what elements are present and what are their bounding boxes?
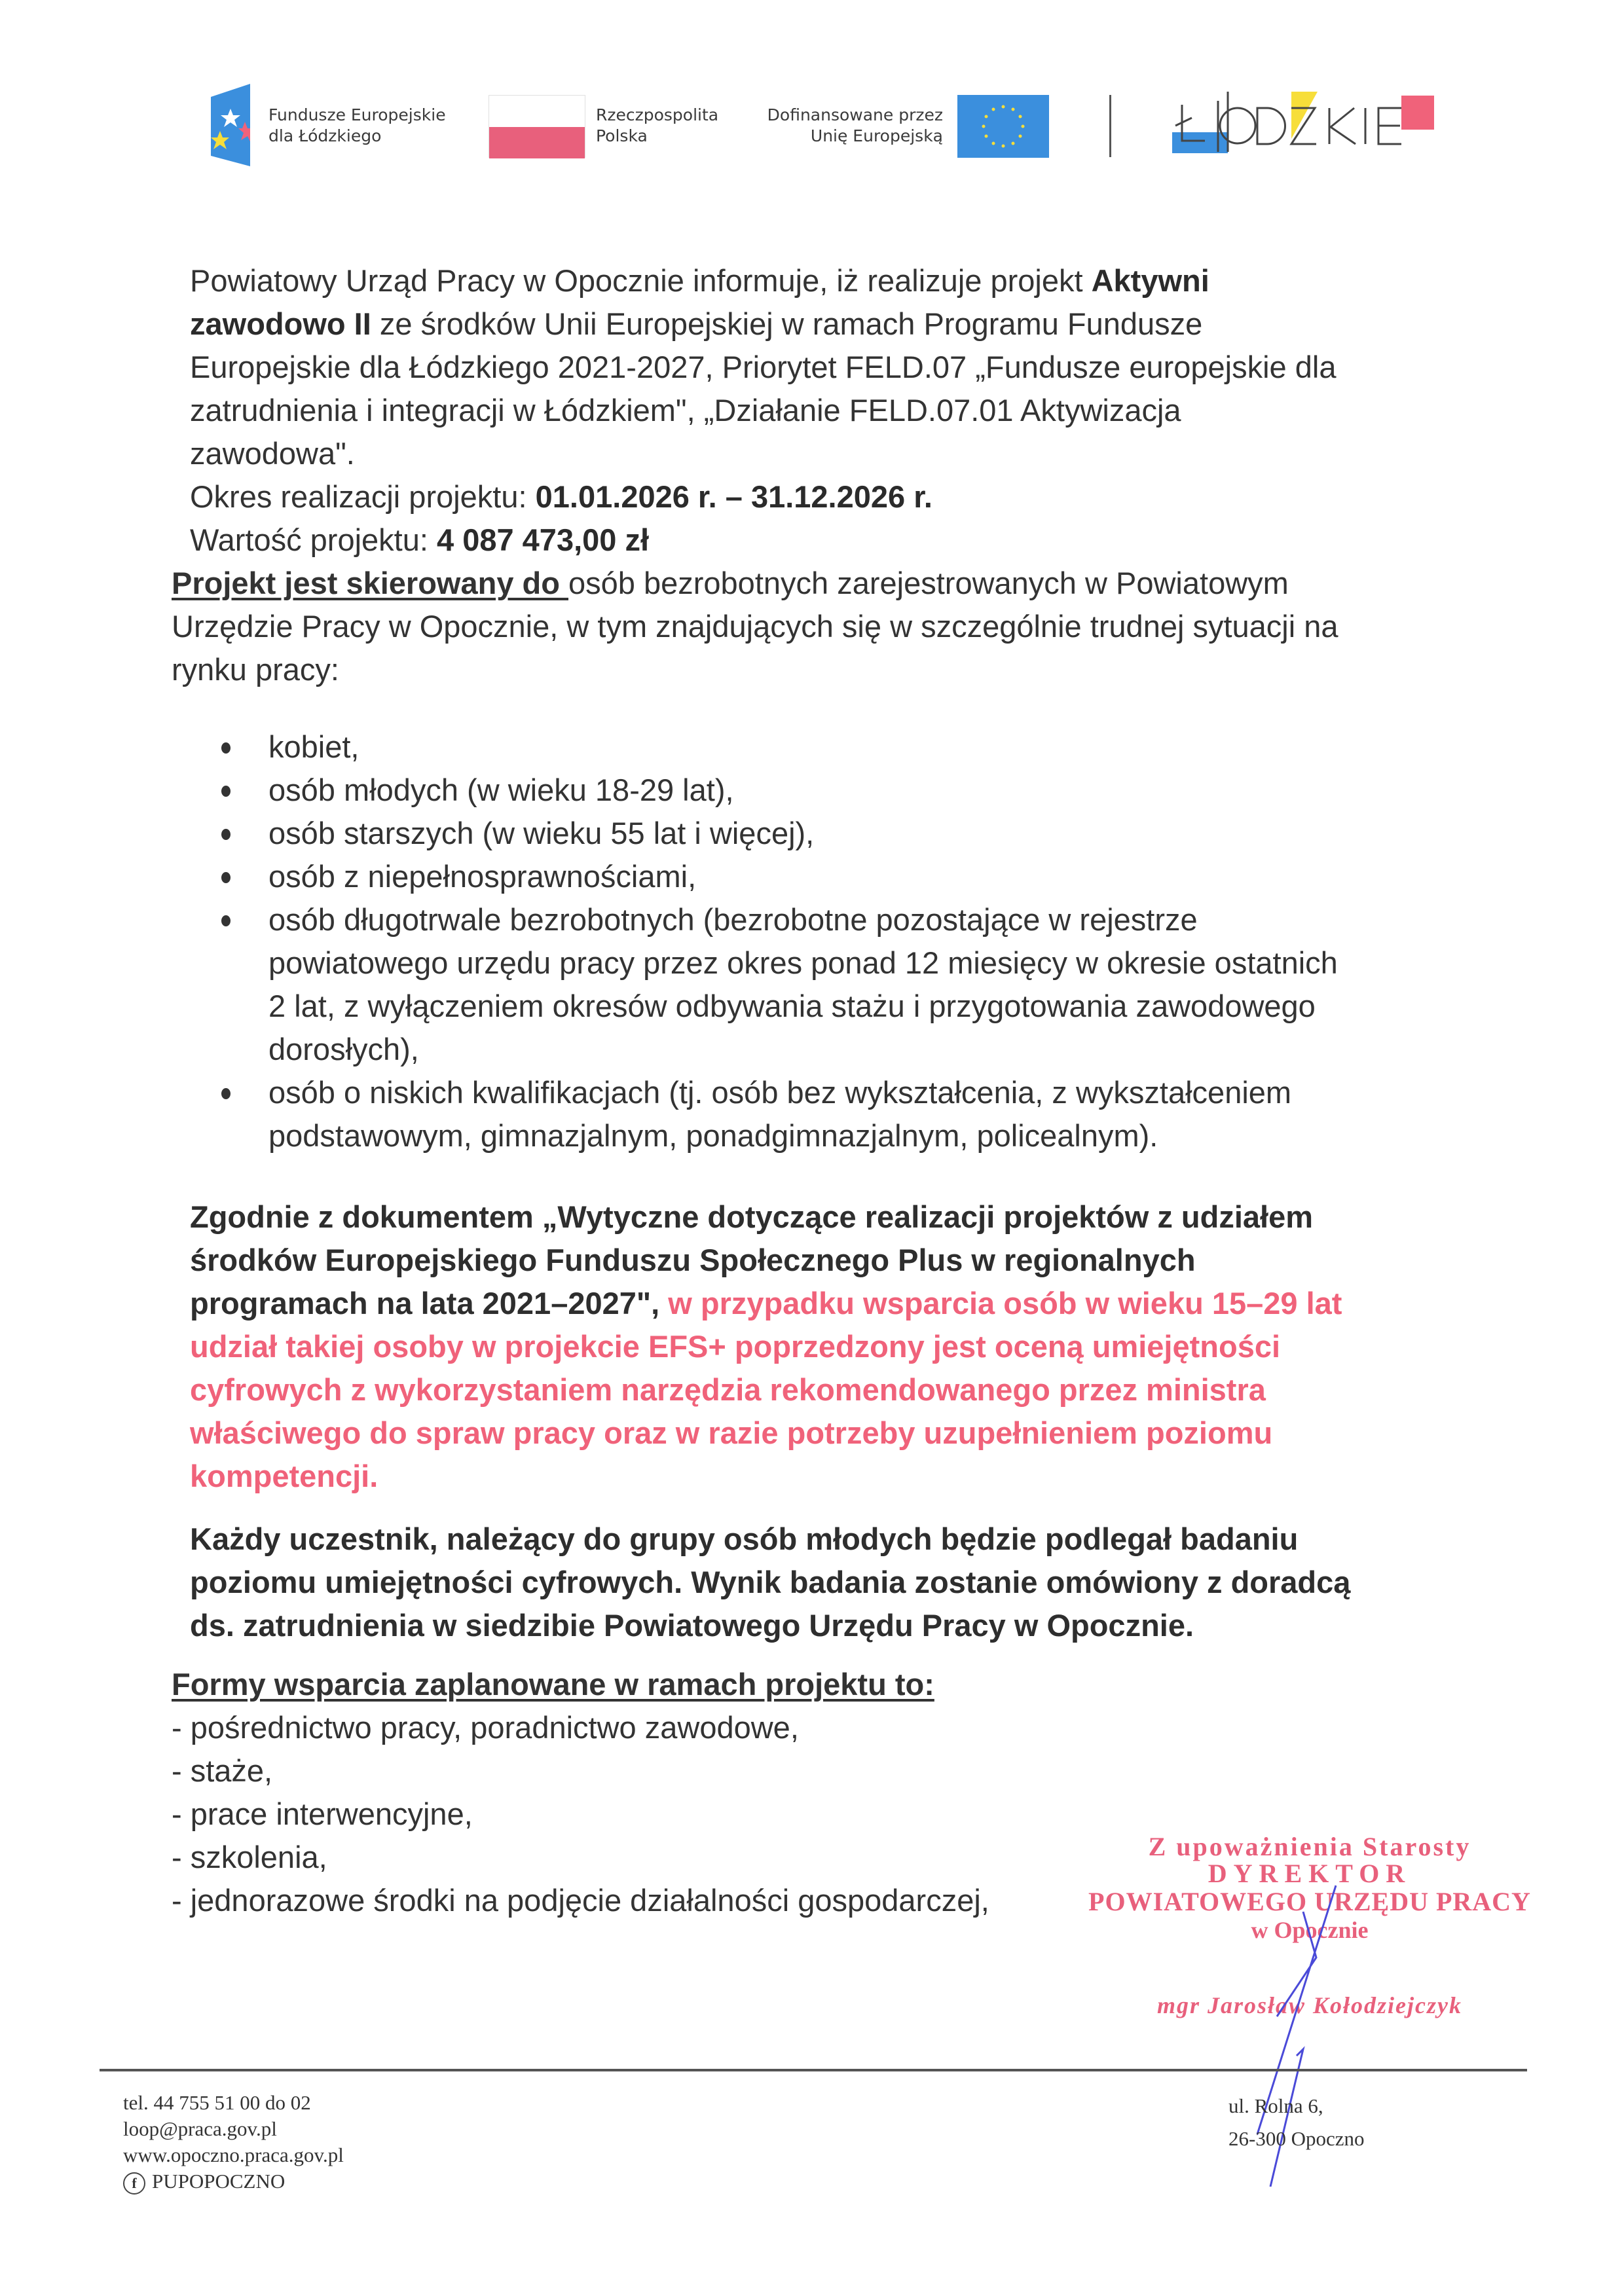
intro-line-4: zatrudnienia i integracji w Łódzkiem", „Działanie FELD.07.01 Aktywizacja: [190, 393, 1181, 428]
guidelines-line-3: [190, 1282, 1342, 1325]
eu-logo-line2: Unię Europejską: [810, 126, 943, 145]
target-heading: Projekt jest skierowany do: [172, 566, 568, 600]
stamp-title: DYREKTOR: [1208, 1859, 1412, 1888]
guidelines-line-1: Zgodnie z dokumentem „Wytyczne dotyczące realizacji projektów z udziałem: [190, 1199, 1314, 1234]
eu-flag-icon: [957, 95, 1049, 158]
participant-note-line: Każdy uczestnik, należący do grupy osób młodych będzie podlegał badaniu: [190, 1522, 1299, 1556]
stamp-authorization: Z upoważnienia Starosty: [1148, 1832, 1471, 1861]
support-form-item: - prace interwencyjne,: [172, 1796, 473, 1831]
guidelines-highlight-line: kompetencji.: [190, 1459, 378, 1493]
list-item: [216, 725, 1338, 769]
list-item-text: osób długotrwale bezrobotnych (bezrobotne pozostające w rejestrze: [268, 902, 1198, 937]
list-item-text: osób o niskich kwalifikacjach (tj. osób bez wykształcenia, z wykształceniem: [268, 1075, 1292, 1110]
intro-text: ze środków Unii Europejskiej w ramach Programu Fundusze: [371, 306, 1203, 341]
eu-logo-text: [760, 105, 943, 147]
bullet-icon: [221, 1088, 231, 1099]
intro-line-5: zawodowa".: [190, 436, 355, 471]
footer-phone: tel. 44 755 51 00 do 02: [123, 2091, 311, 2114]
footer-divider: [100, 2069, 1527, 2071]
guidelines-text: programach na lata 2021–2027",: [190, 1286, 669, 1321]
list-item: [216, 1071, 1338, 1157]
lodzkie-logo-icon: [1166, 92, 1434, 164]
bullet-icon: [221, 915, 231, 926]
footer-postal-city: 26-300 Opoczno: [1228, 2127, 1365, 2150]
guidelines-highlight-line: udział takiej osoby w projekcie EFS+ poprzedzony jest oceną umiejętności: [190, 1329, 1281, 1364]
footer-email[interactable]: loop@praca.gov.pl: [123, 2117, 277, 2140]
guidelines-highlight-line: cyfrowych z wykorzystaniem narzędzia rekomendowanego przez ministra: [190, 1372, 1266, 1407]
project-name-part2: zawodowo II: [190, 306, 371, 341]
fe-logo-line2: dla Łódzkiego: [268, 126, 382, 145]
bullet-icon: [221, 742, 231, 754]
list-item: [216, 855, 1338, 898]
fe-logo-line1: Fundusze Europejskie: [268, 105, 446, 124]
intro-line-2: [190, 302, 1202, 346]
stamp-city: w Opocznie: [1251, 1917, 1369, 1943]
bullet-icon: [221, 786, 231, 797]
support-form-item: - staże,: [172, 1753, 273, 1788]
footer-website[interactable]: www.opoczno.praca.gov.pl: [123, 2143, 344, 2166]
rp-logo-text: [596, 105, 718, 147]
list-item-text: osób z niepełnosprawnościami,: [268, 859, 697, 894]
target-line-3: rynku pracy:: [172, 652, 339, 687]
footer-address: [1228, 2090, 1364, 2155]
target-line-2: Urzędzie Pracy w Opocznie, w tym znajdujących się w szczególnie trudnej sytuacji na: [172, 609, 1338, 644]
footer-street: ul. Rolna 6,: [1228, 2094, 1323, 2117]
support-form-item: - szkolenia,: [172, 1840, 327, 1874]
list-item-text: osób starszych (w wieku 55 lat i więcej),: [268, 816, 815, 850]
polish-flag-icon: [489, 95, 585, 158]
list-item-text: dorosłych),: [268, 1032, 419, 1066]
period-value: 01.01.2026 r. – 31.12.2026 r.: [535, 479, 932, 514]
value-label: Wartość projektu:: [190, 522, 437, 557]
list-item-text: 2 lat, z wyłączeniem okresów odbywania stażu i przygotowania zawodowego: [268, 989, 1316, 1023]
list-item-text: kobiet,: [268, 729, 360, 764]
intro-text: Powiatowy Urząd Pracy w Opocznie informuje, iż realizuje projekt: [190, 263, 1092, 298]
list-item-text: osób młodych (w wieku 18-29 lat),: [268, 773, 734, 807]
intro-line-1: [190, 259, 1209, 302]
support-forms: [172, 1663, 989, 1922]
facebook-icon: f: [123, 2172, 145, 2195]
stamp-office: POWIATOWEGO URZĘDU PRACY: [1088, 1887, 1531, 1916]
bullet-icon: [221, 872, 231, 883]
list-item: [216, 898, 1338, 1071]
value-amount: 4 087 473,00 zł: [437, 522, 650, 557]
bullet-icon: [221, 829, 231, 840]
list-item: [216, 769, 1338, 812]
logo-separator: [1109, 95, 1111, 157]
target-groups-list: [216, 725, 1338, 1157]
footer-facebook[interactable]: [123, 2168, 344, 2195]
participant-note-line: poziomu umiejętności cyfrowych. Wynik badania zostanie omówiony z doradcą: [190, 1565, 1351, 1599]
period-label: Okres realizacji projektu:: [190, 479, 536, 514]
target-text: osób bezrobotnych zarejestrowanych w Powiatowym: [568, 566, 1289, 600]
footer-facebook-handle: PUPOPOCZNO: [152, 2170, 286, 2193]
stamp-signatory-name: mgr Jarosław Kołodziejczyk: [1156, 1992, 1463, 2018]
list-item-text: powiatowego urzędu pracy przez okres ponad 12 miesięcy w okresie ostatnich: [268, 945, 1338, 980]
footer-contact: [123, 2090, 344, 2195]
project-name-part1: Aktywni: [1091, 263, 1209, 298]
project-value: [190, 519, 649, 562]
participant-note-line: ds. zatrudnienia w siedzibie Powiatowego Urzędu Pracy w Opocznie.: [190, 1608, 1194, 1643]
fe-stars-flag-icon: [211, 84, 250, 166]
support-form-item: - jednorazowe środki na podjęcie działalności gospodarczej,: [172, 1883, 989, 1918]
rp-logo-line1: Rzeczpospolita: [596, 105, 719, 124]
support-forms-heading: Formy wsparcia zaplanowane w ramach projektu to:: [172, 1667, 934, 1702]
list-item: [216, 812, 1338, 855]
list-item-text: podstawowym, gimnazjalnym, ponadgimnazjalnym, policealnym).: [268, 1118, 1158, 1153]
eu-logo-line1: Dofinansowane przez: [767, 105, 943, 124]
project-period: [190, 475, 932, 519]
rp-logo-line2: Polska: [596, 126, 648, 145]
guidelines-line-2: środków Europejskiego Funduszu Społecznego Plus w regionalnych: [190, 1243, 1196, 1277]
target-line-1: [172, 562, 1289, 605]
support-form-item: - pośrednictwo pracy, poradnictwo zawodowe,: [172, 1710, 799, 1745]
guidelines-highlight-line: właściwego do spraw pracy oraz w razie potrzeby uzupełnieniem poziomu: [190, 1415, 1273, 1450]
intro-line-3: Europejskie dla Łódzkiego 2021-2027, Priorytet FELD.07 „Fundusze europejskie dla: [190, 350, 1337, 384]
fe-logo-text: [268, 105, 446, 147]
guidelines-highlight: w przypadku wsparcia osób w wieku 15–29 lat: [668, 1286, 1342, 1321]
